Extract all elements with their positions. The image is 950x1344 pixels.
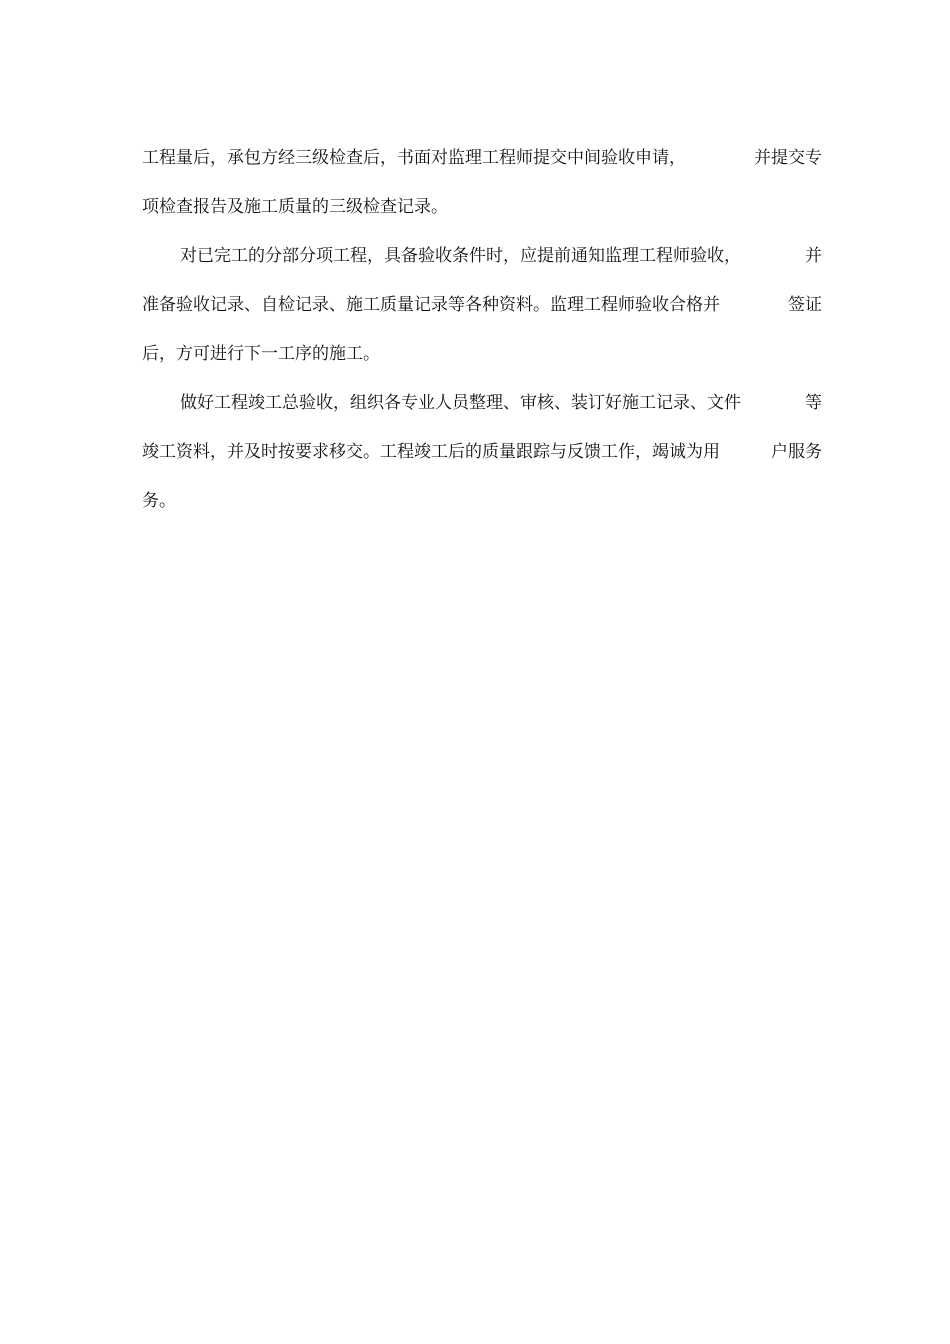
paragraph-3-line-2: [142, 434, 822, 483]
paragraph-1-line-2: [142, 189, 822, 238]
text-segment: 户服务: [771, 442, 822, 462]
text-segment: 并提交专: [754, 148, 822, 168]
text-segment: 后，方可进行下一工序的施工。: [142, 344, 380, 364]
text-segment: 签证: [788, 295, 822, 315]
paragraph-3-line-1: [142, 385, 822, 434]
document-body: [142, 140, 822, 532]
text-segment: 做好工程竣工总验收，组织各专业人员整理、审核、装订好施工记录、文件: [180, 393, 741, 413]
text-segment: 竣工资料，并及时按要求移交。工程竣工后的质量跟踪与反馈工作，竭诚为用: [142, 442, 720, 462]
paragraph-2-line-1: [142, 238, 822, 287]
text-segment: 并: [805, 246, 822, 266]
paragraph-1-line-1: [142, 140, 822, 189]
text-segment: 工程量后，承包方经三级检查后，书面对监理工程师提交中间验收申请，: [142, 148, 686, 168]
paragraph-2-line-2: [142, 287, 822, 336]
text-segment: 项检查报告及施工质量的三级检查记录。: [142, 197, 448, 217]
text-segment: 准备验收记录、自检记录、施工质量记录等各种资料。监理工程师验收合格并: [142, 295, 720, 315]
text-segment: 等: [805, 393, 822, 413]
paragraph-2-line-3: [142, 336, 822, 385]
text-segment: 对已完工的分部分项工程，具备验收条件时，应提前通知监理工程师验收，: [180, 246, 741, 266]
text-segment: 务。: [142, 491, 176, 511]
paragraph-3-line-3: [142, 483, 822, 532]
